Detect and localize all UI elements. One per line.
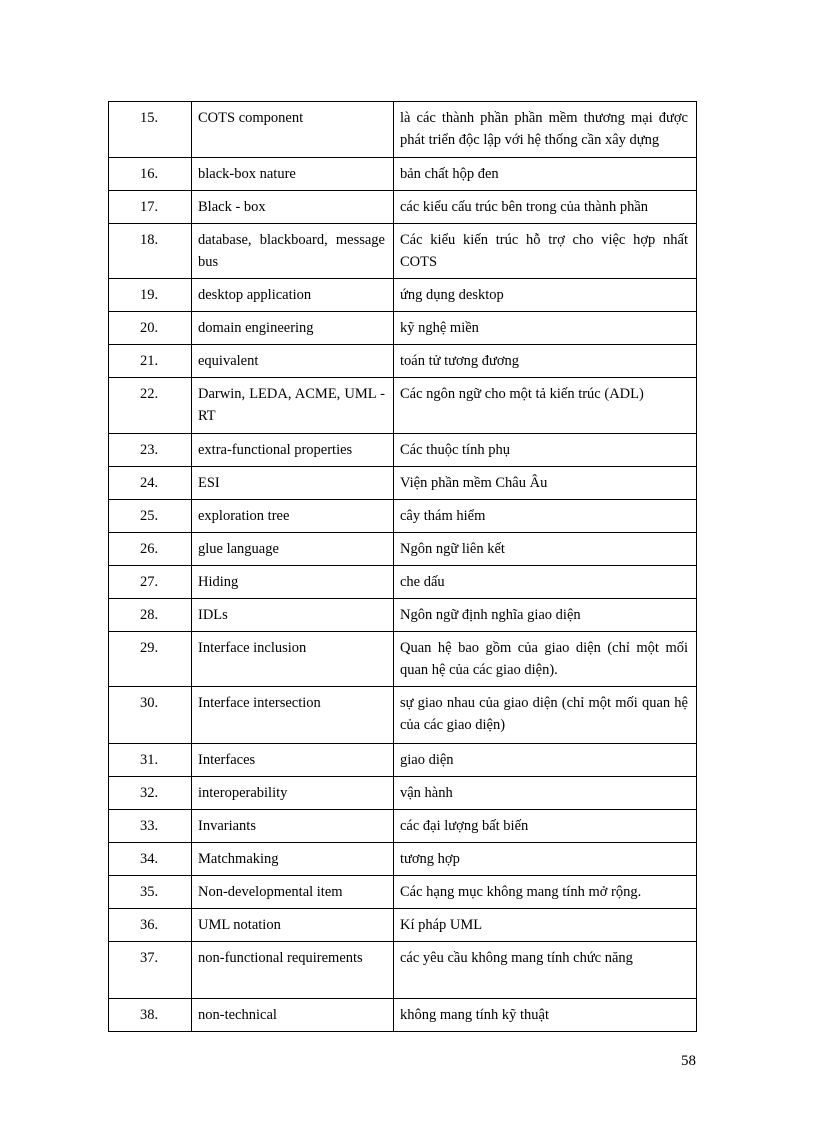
row-number: 25.	[109, 500, 192, 533]
definition-cell: Quan hệ bao gồm của giao diện (chỉ một mối quan hệ của các giao diện).	[394, 632, 697, 687]
table-row	[109, 312, 697, 345]
row-number: 15.	[109, 102, 192, 158]
term-cell: Matchmaking	[192, 843, 394, 876]
row-number: 16.	[109, 158, 192, 191]
table-row	[109, 777, 697, 810]
table-row	[109, 687, 697, 744]
definition-cell: Ngôn ngữ liên kết	[394, 533, 697, 566]
definition-cell: Ngôn ngữ định nghĩa giao diện	[394, 599, 697, 632]
row-number: 37.	[109, 942, 192, 999]
term-cell: ESI	[192, 467, 394, 500]
term-cell: non-functional requirements	[192, 942, 394, 999]
row-number: 18.	[109, 224, 192, 279]
table-row	[109, 909, 697, 942]
table-row	[109, 191, 697, 224]
row-number: 27.	[109, 566, 192, 599]
term-cell: Interface intersection	[192, 687, 394, 744]
term-cell: domain engineering	[192, 312, 394, 345]
definition-cell: kỹ nghệ miền	[394, 312, 697, 345]
term-cell: desktop application	[192, 279, 394, 312]
definition-cell: cây thám hiểm	[394, 500, 697, 533]
term-cell: IDLs	[192, 599, 394, 632]
definition-cell: là các thành phần phần mềm thương mại được phát triển độc lập với hệ thống cần xây dựng	[394, 102, 697, 158]
term-cell: Black - box	[192, 191, 394, 224]
term-cell: non-technical	[192, 999, 394, 1032]
page-number: 58	[681, 1053, 696, 1069]
table-row	[109, 744, 697, 777]
row-number: 30.	[109, 687, 192, 744]
term-cell: Darwin, LEDA, ACME, UML - RT	[192, 378, 394, 434]
row-number: 38.	[109, 999, 192, 1032]
table-row	[109, 942, 697, 999]
definition-cell: toán tử tương đương	[394, 345, 697, 378]
definition-cell: sự giao nhau của giao diện (chỉ một mối quan hệ của các giao diện)	[394, 687, 697, 744]
row-number: 26.	[109, 533, 192, 566]
table-row	[109, 378, 697, 434]
row-number: 21.	[109, 345, 192, 378]
term-cell: glue language	[192, 533, 394, 566]
row-number: 23.	[109, 434, 192, 467]
glossary-table	[108, 101, 697, 1032]
table-row	[109, 632, 697, 687]
table-row	[109, 434, 697, 467]
table-row	[109, 876, 697, 909]
table-row	[109, 843, 697, 876]
term-cell: database, blackboard, message bus	[192, 224, 394, 279]
term-cell: UML notation	[192, 909, 394, 942]
definition-cell: các yêu cầu không mang tính chức năng	[394, 942, 697, 999]
term-cell: Interfaces	[192, 744, 394, 777]
term-cell: exploration tree	[192, 500, 394, 533]
term-cell: extra-functional properties	[192, 434, 394, 467]
definition-cell: các kiểu cấu trúc bên trong của thành phần	[394, 191, 697, 224]
table-row	[109, 345, 697, 378]
term-cell: Hiding	[192, 566, 394, 599]
table-row	[109, 500, 697, 533]
row-number: 36.	[109, 909, 192, 942]
table-row	[109, 810, 697, 843]
term-cell: Non-developmental item	[192, 876, 394, 909]
table-row	[109, 158, 697, 191]
row-number: 19.	[109, 279, 192, 312]
definition-cell: các đại lượng bất biến	[394, 810, 697, 843]
table-row	[109, 224, 697, 279]
definition-cell: che dấu	[394, 566, 697, 599]
row-number: 28.	[109, 599, 192, 632]
row-number: 20.	[109, 312, 192, 345]
definition-cell: vận hành	[394, 777, 697, 810]
table-row	[109, 533, 697, 566]
term-cell: COTS component	[192, 102, 394, 158]
definition-cell: Các thuộc tính phụ	[394, 434, 697, 467]
definition-cell: Các hạng mục không mang tính mở rộng.	[394, 876, 697, 909]
row-number: 35.	[109, 876, 192, 909]
table-row	[109, 467, 697, 500]
definition-cell: bản chất hộp đen	[394, 158, 697, 191]
term-cell: black-box nature	[192, 158, 394, 191]
definition-cell: tương hợp	[394, 843, 697, 876]
table-row	[109, 566, 697, 599]
term-cell: interoperability	[192, 777, 394, 810]
definition-cell: Kí pháp UML	[394, 909, 697, 942]
row-number: 33.	[109, 810, 192, 843]
definition-cell: không mang tính kỹ thuật	[394, 999, 697, 1032]
term-cell: equivalent	[192, 345, 394, 378]
definition-cell: Các ngôn ngữ cho một tả kiến trúc (ADL)	[394, 378, 697, 434]
row-number: 29.	[109, 632, 192, 687]
definition-cell: giao diện	[394, 744, 697, 777]
definition-cell: ứng dụng desktop	[394, 279, 697, 312]
table-row	[109, 102, 697, 158]
table-row	[109, 599, 697, 632]
term-cell: Interface inclusion	[192, 632, 394, 687]
definition-cell: Viện phần mềm Châu Âu	[394, 467, 697, 500]
row-number: 17.	[109, 191, 192, 224]
definition-cell: Các kiểu kiến trúc hỗ trợ cho việc hợp nhất COTS	[394, 224, 697, 279]
table-row	[109, 999, 697, 1032]
row-number: 31.	[109, 744, 192, 777]
row-number: 34.	[109, 843, 192, 876]
table-row	[109, 279, 697, 312]
row-number: 24.	[109, 467, 192, 500]
row-number: 32.	[109, 777, 192, 810]
glossary-body	[109, 102, 697, 1032]
term-cell: Invariants	[192, 810, 394, 843]
row-number: 22.	[109, 378, 192, 434]
